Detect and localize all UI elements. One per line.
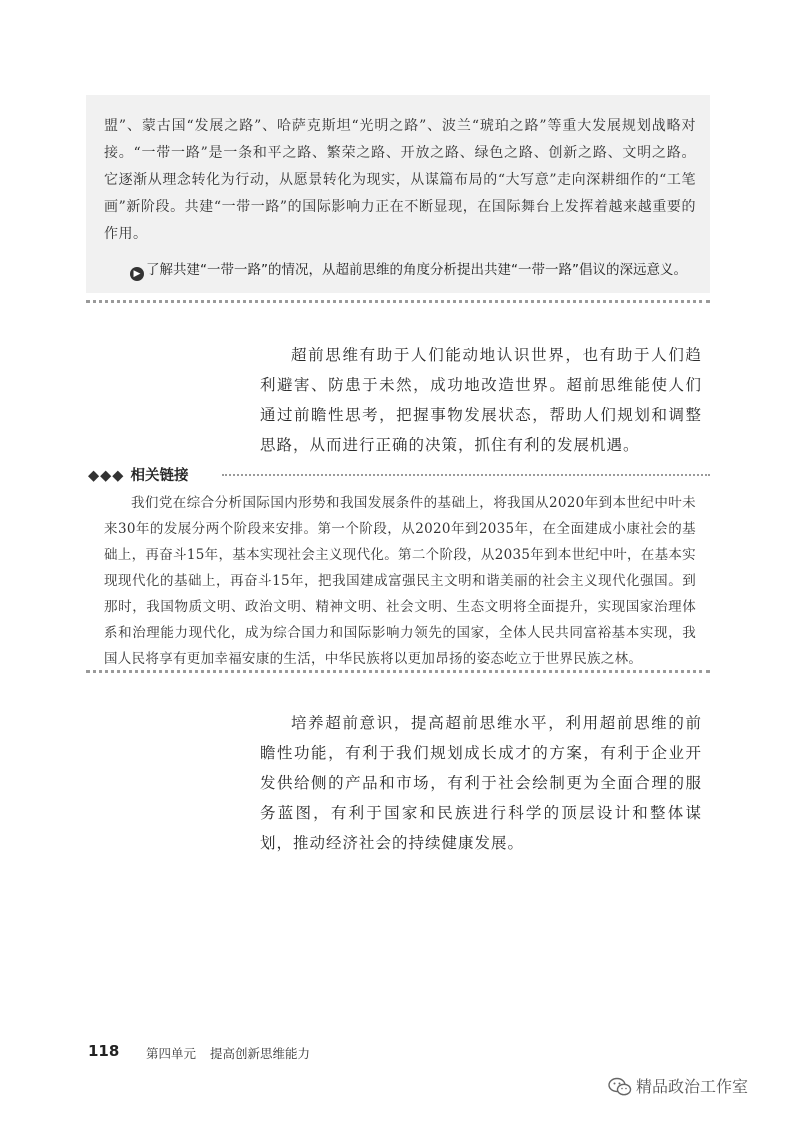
activity-prompt: [130, 258, 710, 281]
arrow-circle-icon: ▶: [130, 267, 144, 281]
paragraph-text: 培养超前意识，提高超前思维水平，利用超前思维的前瞻性功能，有利于我们规划成长成才的方案，有利于企业开发供给侧的产品和市场，有利于社会绘制更为全面合理的服务蓝图，有利于国家和民族进行科学的顶层设计和整体谋划，推动经济社会的持续健康发展。: [260, 714, 702, 852]
running-footer: [146, 1044, 310, 1062]
body-paragraph-2: [260, 708, 702, 858]
paragraph-text: 超前思维有助于人们能动地认识世界，也有助于人们趋利避害、防患于未然，成功地改造世界。超前思维能使人们通过前瞻性思考，把握事物发展状态，帮助人们规划和调整思路，从而进行正确的决策，抓住有利的发展机遇。: [260, 346, 702, 454]
wechat-icon: [608, 1077, 632, 1101]
case-box-text: [104, 113, 696, 248]
case-text: 盟”、蒙古国“发展之路”、哈萨克斯坦“光明之路”、波兰“琥珀之路”等重大发展规划战略对接。“一带一路”是一条和平之路、繁荣之路、开放之路、绿色之路、创新之路、文明之路。它逐渐从理念转化为行动，从愿景转化为现实，从谋篇布局的“大写意”走向深耕细作的“工笔画”新阶段。共建“一带一路”的国际影响力正在不断显现，在国际舞台上发挥着越来越重要的作用。: [104, 118, 696, 242]
watermark-text: 精品政治工作室: [636, 1077, 749, 1096]
divider: [86, 670, 710, 673]
activity-text: 了解共建“一带一路”的情况，从超前思维的角度分析提出共建“一带一路”倡议的深远意义。: [146, 262, 687, 278]
unit-label: 第四单元: [146, 1046, 197, 1061]
page-number: 118: [88, 1042, 120, 1060]
related-link-body: [104, 490, 696, 672]
related-link-title: 相关链接: [130, 468, 189, 484]
unit-title: 提高创新思维能力: [210, 1046, 311, 1061]
heading-divider: [222, 474, 710, 476]
related-link-text: 我们党在综合分析国际国内形势和我国发展条件的基础上，将我国从2020年到本世纪中叶未来30年的发展分两个阶段来安排。第一个阶段，从2020年到2035年，在全面建成小康社会的基础上，再奋斗15年，基本实现社会主义现代化。第二个阶段，从2035年到本世纪中叶，在基本实现现代化的基础上，再奋斗15年，把我国建成富强民主文明和谐美丽的社会主义现代化强国。到那时，我国物质文明、政治文明、精神文明、社会文明、生态文明将全面提升，实现国家治理体系和治理能力现代化，成为综合国力和国际影响力领先的国家，全体人民共同富裕基本实现，我国人民将享有更加幸福安康的生活，中华民族将以更加昂扬的姿态屹立于世界民族之林。: [104, 495, 696, 667]
watermark: [608, 1074, 748, 1101]
related-link-heading: [88, 464, 188, 485]
diamond-bullets-icon: ◆◆◆: [88, 468, 125, 484]
divider: [86, 300, 710, 303]
body-paragraph-1: [260, 340, 702, 460]
